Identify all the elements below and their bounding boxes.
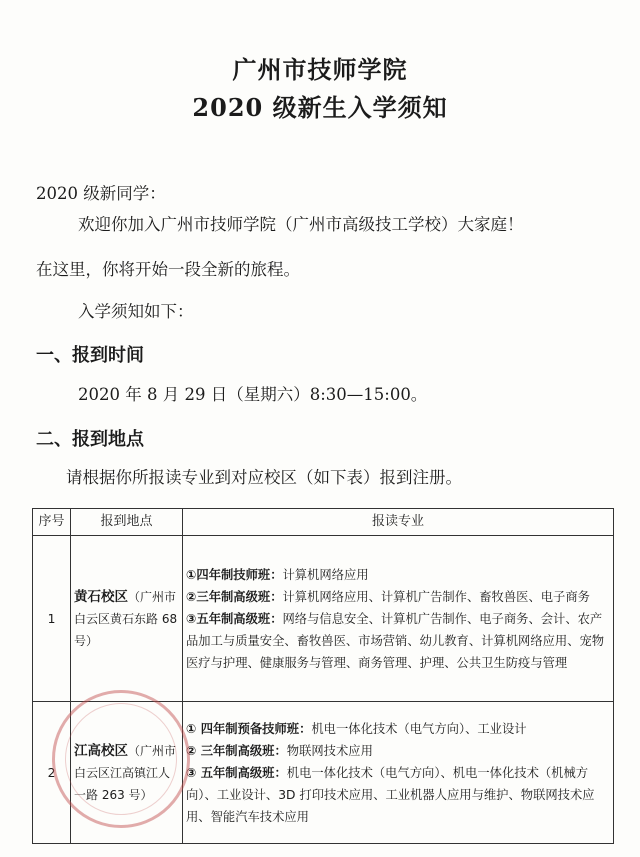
major-group [186,564,610,586]
major-group-tag: ③五年制高级班： [186,611,283,626]
table-row [33,536,614,702]
welcome-line-1: 欢迎你加入广州市技师学院（广州市高级技工学校）大家庭！ [78,215,524,234]
notice-lead: 入学须知如下： [78,302,194,321]
major-group-text: 机电一体化技术（电气方向）、机电一体化技术（机械方向）、工业设计、3D 打印技术应用、工业机器人应用与维护、物联网技术应用、智能汽车技术应用 [186,765,595,824]
section-1-heading: 一、报到时间 [36,345,144,366]
campus-location [71,536,183,702]
header-index: 序号 [33,509,71,536]
major-group [186,718,610,740]
major-group [186,762,610,828]
major-group [186,586,610,608]
section-1-text: 2020 年 8 月 29 日（星期六）8:30—15:00。 [78,385,428,404]
major-group-tag: ③ 五年制高级班： [186,765,287,780]
campus-address: （广州市白云区江高镇江人一路 263 号） [74,743,177,802]
header-location: 报到地点 [71,509,183,536]
major-group-text: 计算机网络应用 [282,567,369,582]
row-index: 1 [33,536,71,702]
majors-cell [183,536,614,702]
greeting: 2020 级新同学： [36,184,166,203]
major-group-tag: ①四年制技师班： [186,567,283,582]
major-group-tag: ②三年制高级班： [186,589,283,604]
campus-name: 江高校区 [74,742,128,759]
major-group-tag: ① 四年制预备技师班： [186,721,312,736]
major-group-tag: ② 三年制高级班： [186,743,287,758]
majors-cell [183,702,614,844]
document-subtitle: 2020 级新生入学须知 [192,93,448,122]
major-group-text: 网络与信息安全、计算机广告制作、电子商务、会计、农产品加工与质量安全、畜牧兽医、市场营销、幼儿教育、计算机网络应用、宠物医疗与护理、健康服务与管理、商务管理、护理、公共卫生防疫与管理 [186,611,605,670]
table-header-row [33,509,614,536]
major-group-text: 计算机网络应用、计算机广告制作、畜牧兽医、电子商务 [282,589,590,604]
major-group-text: 机电一体化技术（电气方向）、工业设计 [311,721,527,736]
major-group-text: 物联网技术应用 [286,743,373,758]
section-2-text: 请根据你所报读专业到对应校区（如下表）报到注册。 [66,468,462,487]
section-2-heading: 二、报到地点 [36,429,144,450]
major-group [186,740,610,762]
campus-table [32,508,614,844]
row-index: 2 [33,702,71,844]
major-group [186,608,610,674]
table-row [33,702,614,844]
campus-location [71,702,183,844]
welcome-line-2: 在这里，你将开始一段全新的旅程。 [36,260,300,279]
header-majors: 报读专业 [183,509,614,536]
document-title: 广州市技师学院 [232,55,408,84]
campus-address: （广州市白云区黄石东路 68 号） [74,589,178,648]
campus-name: 黄石校区 [74,588,128,605]
